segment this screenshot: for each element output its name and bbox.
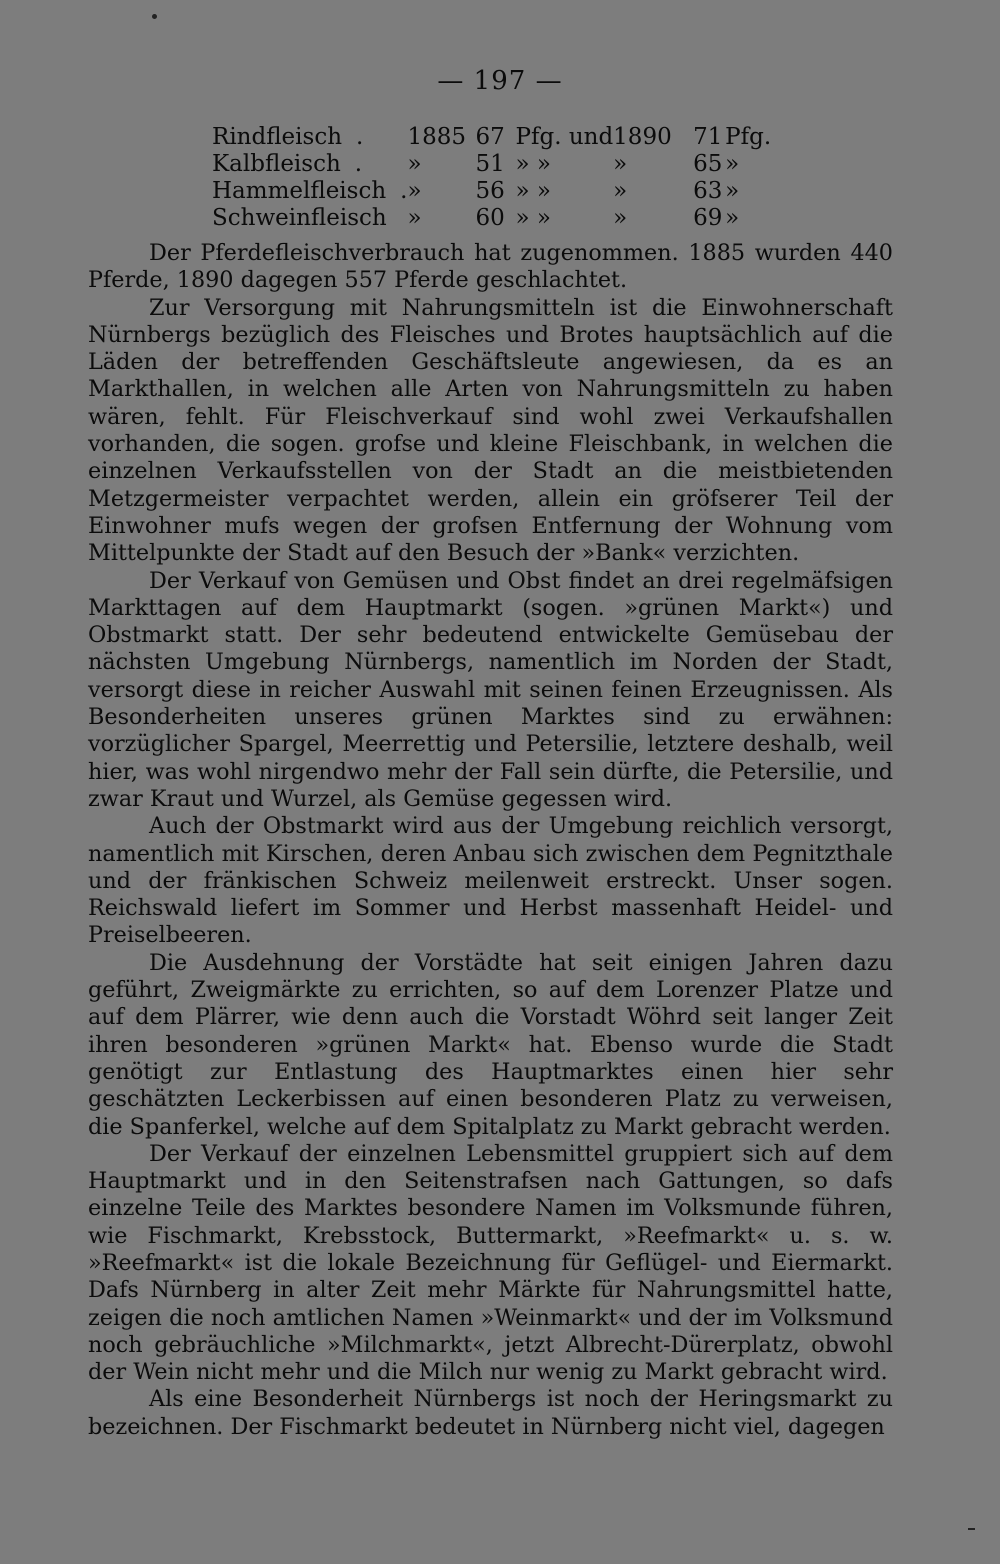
paragraph-horsemeat: Der Pferdefleischverbrauch hat zugenommen. 1885 wurden 440 Pferde, 1890 dagegen 557 Pferde geschlachtet. <box>88 240 893 294</box>
price-row <box>212 178 785 205</box>
price-row-item: Kalbfleisch . <box>212 151 363 177</box>
price-row <box>212 124 785 151</box>
body-text <box>88 240 893 1441</box>
price-row-item: Schweinfleisch <box>212 205 387 231</box>
price-row-year1: » <box>407 178 422 204</box>
price-row-value2: 63 <box>693 178 723 204</box>
price-row-year2: » <box>613 205 628 231</box>
price-row-unit1: » » <box>515 205 551 231</box>
price-row-year2: » <box>613 151 628 177</box>
price-row-unit2: Pfg. <box>725 124 772 150</box>
paragraph-herring-market: Als eine Besonderheit Nürnbergs ist noch der Heringsmarkt zu bezeichnen. Der Fischmarkt bedeutet in Nürnberg nicht viel, dagegen <box>88 1386 893 1440</box>
price-row-year2: » <box>613 178 628 204</box>
price-row-unit2: » <box>725 205 740 231</box>
price-row-year2: 1890 <box>613 124 672 150</box>
price-row-unit2: » <box>725 178 740 204</box>
price-row-item: Hammelfleisch . <box>212 178 408 204</box>
price-row-value1: 60 <box>475 205 505 231</box>
price-row <box>212 151 785 178</box>
price-row-value2: 71 <box>693 124 723 150</box>
page-number: — 197 — <box>437 66 563 96</box>
paragraph-fruit-market: Auch der Obstmarkt wird aus der Umgebung reichlich versorgt, namentlich mit Kirschen, deren Anbau sich zwischen dem Pegnitzthale und der fränkischen Schweiz meilenweit erstreckt. Unser sogen. Reichswald liefert im Sommer und Herbst massenhaft Heidel- und Preiselbeeren. <box>88 813 893 949</box>
paragraph-vegetable-market: Der Verkauf von Gemüsen und Obst findet an drei regelmäfsigen Markttagen auf dem Hauptmarkt (sogen. »grünen Markt«) und Obstmarkt statt. Der sehr bedeutend entwickelte Gemüsebau der nächsten Umgebung Nürnbergs, namentlich im Norden der Stadt, versorgt diese in reicher Auswahl mit seinen feinen Erzeugnissen. Als Besonderheiten unseres grünen Marktes sind zu erwähnen: vorzüglicher Spargel, Meerrettig und Petersilie, letztere deshalb, weil hier, was wohl nirgendwo mehr der Fall sein dürfte, die Petersilie, und zwar Kraut und Wurzel, als Gemüse gegessen wird. <box>88 567 893 812</box>
price-row-year1: » <box>407 151 422 177</box>
price-row-year1: » <box>407 205 422 231</box>
price-row-unit1: » » <box>515 151 551 177</box>
scan-speck-bottom-right <box>968 1528 975 1530</box>
price-row <box>212 205 785 232</box>
price-row-value2: 69 <box>693 205 723 231</box>
price-row-value1: 51 <box>475 151 505 177</box>
price-row-unit1: » » <box>515 178 551 204</box>
paragraph-food-supply: Zur Versorgung mit Nahrungsmitteln ist die Einwohnerschaft Nürnbergs bezüglich des Fleisches und Brotes hauptsächlich auf die Läden der betreffenden Geschäftsleute angewiesen, da es an Markthallen, in welchen alle Arten von Nahrungsmitteln zu haben wären, fehlt. Für Fleischverkauf sind wohl zwei Verkaufshallen vorhanden, die sogen. grofse und kleine Fleischbank, in welchen die einzelnen Verkaufsstellen von der Stadt an die meistbietenden Metzgermeister verpachtet werden, allein ein gröfserer Teil der Einwohner mufs wegen der grofsen Entfernung der Wohnung vom Mittelpunkte der Stadt auf den Besuch der »Bank« verzichten. <box>88 294 893 567</box>
price-row-value1: 67 <box>475 124 505 150</box>
scan-speck-top-left <box>152 14 157 19</box>
price-row-item: Rindfleisch . <box>212 124 364 150</box>
paragraph-suburb-markets: Die Ausdehnung der Vorstädte hat seit einigen Jahren dazu geführt, Zweigmärkte zu errichten, so auf dem Lorenzer Platze und auf dem Plärrer, wie denn auch die Vorstadt Wöhrd seit langer Zeit ihren besonderen »grünen Markt« hat. Ebenso wurde die Stadt genötigt zur Entlastung des Hauptmarktes einen hier sehr geschätzten Leckerbissen auf einen besonderen Platz zu verweisen, die Spanferkel, welche auf dem Spitalplatz zu Markt gebracht werden. <box>88 949 893 1140</box>
price-row-unit2: » <box>725 151 740 177</box>
price-row-value2: 65 <box>693 151 723 177</box>
paragraph-market-sections: Der Verkauf der einzelnen Lebensmittel gruppiert sich auf dem Hauptmarkt und in den Seitenstrafsen nach Gattungen, so dafs einzelne Teile des Marktes besondere Namen im Volksmunde führen, wie Fischmarkt, Krebsstock, Buttermarkt, »Reefmarkt« u. s. w. »Reefmarkt« ist die lokale Bezeichnung für Geflügel- und Eiermarkt. Dafs Nürnberg in alter Zeit mehr Märkte für Nahrungsmittel hatte, zeigen die noch amtlichen Namen »Weinmarkt« und der im Volksmund noch gebräuchliche »Milchmarkt«, jetzt Albrecht-Dürerplatz, obwohl der Wein nicht mehr und die Milch nur wenig zu Markt gebracht wird. <box>88 1140 893 1386</box>
price-row-year1: 1885 <box>407 124 467 150</box>
price-row-unit1: Pfg. und <box>515 124 614 150</box>
price-row-value1: 56 <box>475 178 505 204</box>
meat-price-table <box>212 124 785 232</box>
